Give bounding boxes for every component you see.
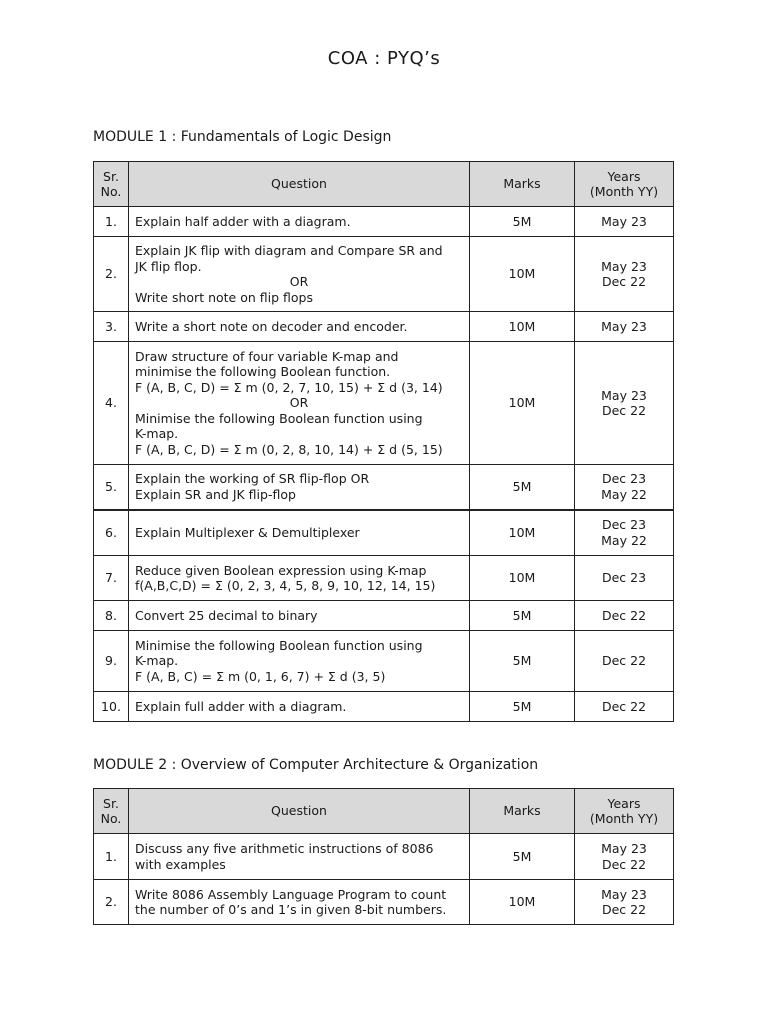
question-cell	[129, 465, 470, 510]
question-line: Explain JK flip with diagram and Compare SR and	[135, 243, 443, 258]
question-line: Explain the working of SR flip-flop OR	[135, 471, 370, 487]
question-line: the number of 0’s and 1’s in given 8-bit numbers.	[135, 902, 447, 917]
question-line: Write a short note on decoder and encoder.	[135, 318, 408, 334]
marks-cell: 5M	[470, 834, 575, 880]
marks-cell: 5M	[470, 631, 575, 692]
year-entry: May 23	[601, 886, 647, 902]
sr-no-cell: 10.	[94, 692, 129, 722]
marks-cell: 10M	[470, 556, 575, 601]
question-cell	[129, 556, 470, 601]
question-line: Explain Multiplexer & Demultiplexer	[135, 525, 360, 540]
or-separator: OR	[289, 274, 309, 289]
year-entry: Dec 22	[601, 902, 647, 917]
year-entry: Dec 23	[601, 517, 647, 533]
year-entry: Dec 23	[601, 471, 647, 487]
table-row	[94, 207, 674, 237]
marks-cell: 5M	[470, 692, 575, 722]
marks-cell: 5M	[470, 601, 575, 631]
table-row	[94, 465, 674, 510]
years-cell	[575, 880, 674, 925]
question-line: Write 8086 Assembly Language Program to count	[135, 886, 447, 902]
question-cell	[129, 834, 470, 880]
header-years: Years (Month YY)	[575, 162, 674, 207]
module-2-heading: MODULE 2 : Overview of Computer Architecture & Organization	[93, 757, 539, 773]
module-1-rows	[94, 207, 674, 722]
question-line: Convert 25 decimal to binary	[135, 607, 318, 623]
question-cell	[129, 312, 470, 342]
years-cell	[575, 834, 674, 880]
module-1-heading: MODULE 1 : Fundamentals of Logic Design	[93, 129, 392, 145]
question-line: F (A, B, C, D) = Σ m (0, 2, 7, 10, 15) + Σ d (3, 14)	[135, 379, 443, 395]
sr-no-cell: 5.	[94, 465, 129, 510]
sr-no-cell: 8.	[94, 601, 129, 631]
question-cell	[129, 342, 470, 465]
question-line: Reduce given Boolean expression using K-map	[135, 562, 427, 578]
year-entry: Dec 22	[601, 274, 647, 289]
years-cell	[575, 556, 674, 601]
question-line: minimise the following Boolean function.	[135, 364, 391, 380]
year-entry: May 22	[601, 486, 647, 502]
year-entry: Dec 22	[601, 403, 647, 418]
question-line: K-map.	[135, 426, 179, 442]
header-question: Question	[129, 789, 470, 834]
years-cell	[575, 465, 674, 510]
sr-no-cell: 2.	[94, 880, 129, 925]
year-entry: Dec 23	[601, 570, 647, 586]
module-1-table	[93, 161, 674, 722]
question-line: K-map.	[135, 653, 179, 669]
marks-cell: 5M	[470, 465, 575, 510]
year-entry: Dec 22	[601, 856, 647, 872]
question-line: F (A, B, C, D) = Σ m (0, 2, 8, 10, 14) + Σ d (5, 15)	[135, 441, 443, 457]
years-cell	[575, 601, 674, 631]
sr-no-cell: 1.	[94, 834, 129, 880]
question-cell	[129, 510, 470, 556]
marks-cell: 10M	[470, 880, 575, 925]
marks-cell: 10M	[470, 342, 575, 465]
table-header-row	[94, 789, 674, 834]
module-2-rows	[94, 834, 674, 925]
table-row	[94, 692, 674, 722]
question-line: Minimise the following Boolean function using	[135, 410, 423, 426]
year-entry: May 23	[601, 318, 647, 334]
sr-no-cell: 7.	[94, 556, 129, 601]
year-entry: May 22	[601, 532, 647, 548]
question-cell	[129, 631, 470, 692]
page-title: COA : PYQ’s	[327, 48, 441, 69]
header-sr: Sr. No.	[94, 789, 129, 834]
question-cell	[129, 237, 470, 312]
question-line: Write short note on flip flops	[135, 289, 313, 305]
table-row	[94, 631, 674, 692]
table-row	[94, 556, 674, 601]
table-row	[94, 601, 674, 631]
years-cell	[575, 207, 674, 237]
sr-no-cell: 9.	[94, 631, 129, 692]
year-entry: May 23	[601, 841, 647, 856]
question-cell	[129, 880, 470, 925]
marks-cell: 10M	[470, 312, 575, 342]
question-line: Explain SR and JK flip-flop	[135, 486, 296, 502]
question-cell	[129, 207, 470, 237]
header-marks: Marks	[470, 162, 575, 207]
table-row	[94, 342, 674, 465]
table-row	[94, 312, 674, 342]
question-line: with examples	[135, 856, 226, 872]
years-cell	[575, 692, 674, 722]
years-cell	[575, 510, 674, 556]
sr-no-cell: 6.	[94, 510, 129, 556]
question-line: f(A,B,C,D) = Σ (0, 2, 3, 4, 5, 8, 9, 10, 12, 14, 15)	[135, 578, 436, 593]
years-cell	[575, 631, 674, 692]
question-cell	[129, 601, 470, 631]
sr-no-cell: 2.	[94, 237, 129, 312]
header-sr: Sr. No.	[94, 162, 129, 207]
year-entry: May 23	[601, 258, 647, 274]
question-line: Explain full adder with a diagram.	[135, 698, 347, 714]
question-line: F (A, B, C) = Σ m (0, 1, 6, 7) + Σ d (3, 5)	[135, 668, 386, 684]
module-2-table	[93, 788, 674, 925]
question-line: Explain half adder with a diagram.	[135, 213, 351, 229]
header-years: Years (Month YY)	[575, 789, 674, 834]
year-entry: May 23	[601, 213, 647, 229]
header-question: Question	[129, 162, 470, 207]
year-entry: Dec 22	[601, 698, 647, 714]
sr-no-cell: 3.	[94, 312, 129, 342]
year-entry: Dec 22	[601, 607, 647, 623]
sr-no-cell: 4.	[94, 342, 129, 465]
table-row	[94, 510, 674, 556]
table-row	[94, 880, 674, 925]
question-line: JK flip flop.	[135, 258, 202, 274]
sr-no-cell: 1.	[94, 207, 129, 237]
table-header-row	[94, 162, 674, 207]
question-line: Discuss any five arithmetic instructions of 8086	[135, 841, 434, 856]
year-entry: Dec 22	[601, 653, 647, 669]
or-separator: OR	[289, 395, 309, 411]
table-row	[94, 237, 674, 312]
marks-cell: 10M	[470, 510, 575, 556]
marks-cell: 5M	[470, 207, 575, 237]
years-cell	[575, 342, 674, 465]
table-row	[94, 834, 674, 880]
header-marks: Marks	[470, 789, 575, 834]
question-line: Minimise the following Boolean function using	[135, 637, 423, 653]
marks-cell: 10M	[470, 237, 575, 312]
years-cell	[575, 237, 674, 312]
question-line: Draw structure of four variable K-map and	[135, 348, 399, 364]
year-entry: May 23	[601, 387, 647, 403]
question-cell	[129, 692, 470, 722]
years-cell	[575, 312, 674, 342]
